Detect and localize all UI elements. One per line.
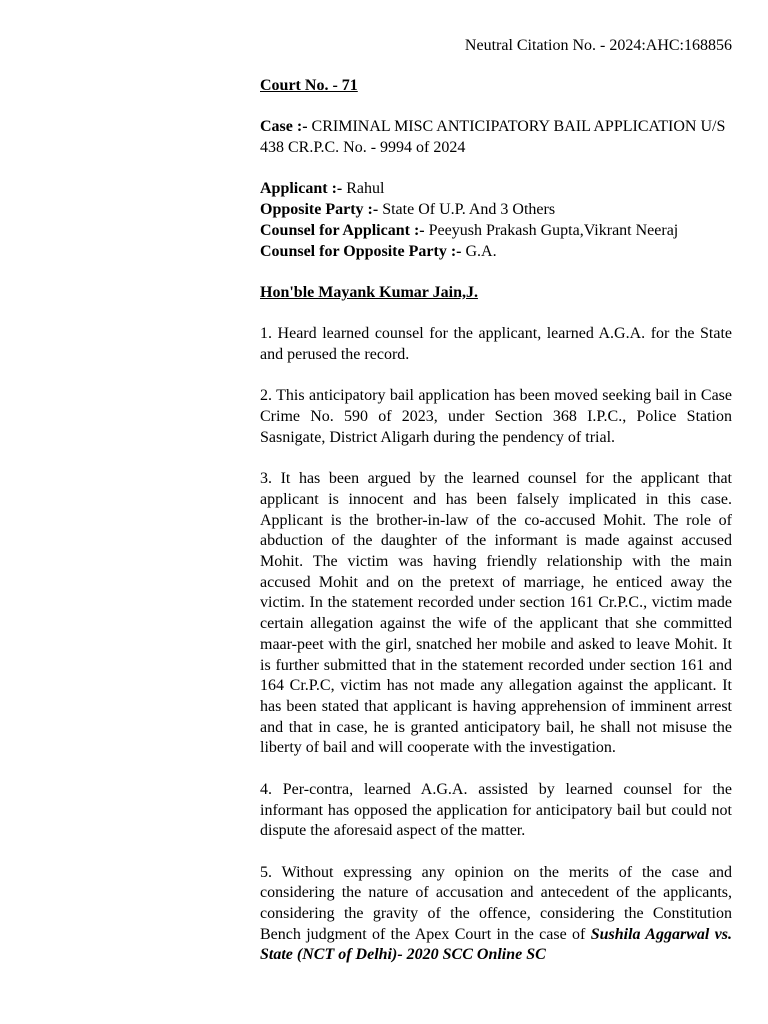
applicant-label: Applicant :-	[260, 180, 343, 198]
paragraph-2: 2. This anticipatory bail application has been moved seeking bail in Case Crime No. 590 of 2023, under Section 368 I.P.C., Police Station Sasnigate, District Aligarh during the pendency of trial.	[260, 387, 732, 446]
judgment-body	[260, 76, 732, 966]
case-citation: Sushila Aggarwal vs. State (NCT of Delhi)- 2020 SCC Online SC	[260, 925, 732, 964]
judge-name-text: Hon'ble Mayank Kumar Jain,J.	[260, 283, 478, 301]
counsel-applicant-label: Counsel for Applicant :-	[260, 221, 425, 239]
court-number-text: Court No. - 71	[260, 77, 358, 94]
paragraph-1: 1. Heard learned counsel for the applicant, learned A.G.A. for the State and perused the record.	[260, 325, 732, 364]
court-number	[260, 76, 732, 97]
counsel-applicant-line	[260, 221, 732, 242]
neutral-citation: Neutral Citation No. - 2024:AHC:168856	[464, 37, 732, 54]
counsel-opposite-label: Counsel for Opposite Party :-	[260, 242, 462, 260]
paragraph-4: 4. Per-contra, learned A.G.A. assisted by learned counsel for the informant has opposed the application for anticipatory bail but could not dispute the aforesaid aspect of the matter.	[260, 780, 732, 840]
case-label: Case :-	[260, 118, 308, 136]
applicant-line	[260, 179, 732, 200]
paragraph-5	[260, 863, 732, 967]
case-title	[260, 117, 732, 158]
opposite-party-label: Opposite Party :-	[260, 201, 379, 219]
case-value: CRIMINAL MISC ANTICIPATORY BAIL APPLICATION U/S 438 CR.P.C. No. - 9994 of 2024	[260, 118, 726, 157]
paragraph-3: 3. It has been argued by the learned counsel for the applicant that applicant is innocent and has been falsely implicated in this case. Applicant is the brother-in-law of the co-accused Mohit. The role of abduction of the daughter of the informant is made against accused Mohit. The victim was having friendly relationship with the main accused Mohit and on the pretext of marriage, he enticed away the victim. In the statement recorded under section 161 Cr.P.C., victim made certain allegation against the wife of the applicant that she committed maar-peet with the girl, snatched her mobile and asked to leave Mohit. It is further submitted that in the statement recorded under section 161 and 164 Cr.P.C, victim has not made any allegation against the applicant. It has been stated that applicant is having apprehension of imminent arrest and that in case, he is granted anticipatory bail, he shall not misuse the liberty of bail and will cooperate with the investigation.	[260, 470, 732, 757]
judge-name	[260, 283, 732, 304]
opposite-party-line	[260, 200, 732, 221]
counsel-opposite-names: G.A.	[465, 242, 497, 260]
counsel-opposite-line	[260, 242, 732, 263]
applicant-name: Rahul	[346, 180, 385, 198]
counsel-applicant-names: Peeyush Prakash Gupta,Vikrant Neeraj	[428, 221, 679, 239]
opposite-party-name: State Of U.P. And 3 Others	[382, 201, 556, 219]
paragraph-5-text: 5. Without expressing any opinion on the merits of the case and considering the nature of accusation and antecedent of the applicants, considering the gravity of the offence, considering the Constitution Bench judgment of the Apex Court in the case of	[260, 863, 732, 943]
